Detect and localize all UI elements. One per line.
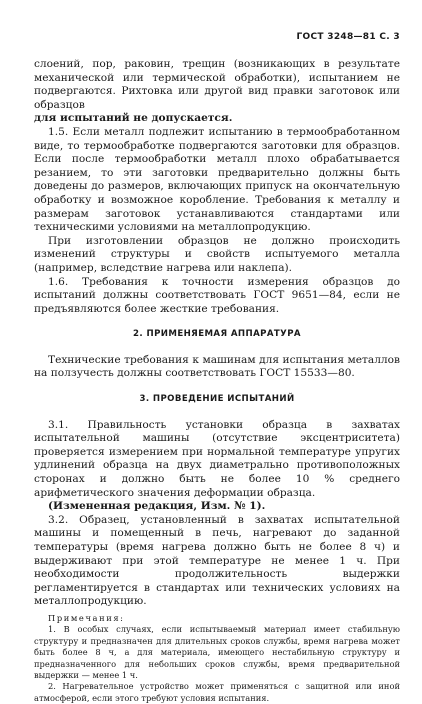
body-text [34,58,400,704]
section-3-heading: 3. ПРОВЕДЕНИЕ ИСПЫТАНИЙ [139,394,295,405]
note-1: 1. В особых случаях, если испытываемый материал имеет стабильную структуру и предназначен для длительных сроков службы, время нагрева может быть более 8 ч, а для материала, имеющего нестабильную структуру и предназначенного для небольших сроков службы, время предварительной выдержки — менее 1 ч. [34,624,400,680]
note-2: 2. Нагревательное устройство может применяться с защитной или иной атмосферой, если этого требуют условия испытания. [34,681,400,703]
paragraph-1-5: 1.5. Если металл подлежит испытанию в термообработанном виде, то термообработке подвергаются заготовки для образцов. Если после термообработки металл плохо обрабатывается резанием, то эти заготовки предварительно должны быть доведены до размеров, включающих припуск на окончательную обработку и возможное коробление. Требования к металлу и размерам заготовок устанавливаются стандартами или техническими условиями на металлопродукцию. [34,125,400,234]
paragraph-3-2: 3.2. Образец, установленный в захватах испытательной машины и помещенный в печь, нагревают до заданной температуры (время нагрева должно быть не более 8 ч) и выдерживают при этой температуре не менее 1 ч. При необходимости продолжительность выдержки регламентируется в стандартах или технических условиях на металлопродукцию. [34,513,400,608]
edit-note: (Измененная редакция, Изм. № 1). [48,500,266,513]
section-2-heading: 2. ПРИМЕНЯЕМАЯ АППАРАТУРА [133,329,301,340]
notes-title: Примечания: [48,612,125,623]
paragraph-2: Технические требования к машинам для испытания металлов на ползучесть должны соответствовать ГОСТ 15533—80. [34,353,400,380]
paragraph-1-4-end: для испытаний не допускается. [34,112,233,125]
paragraph-1-6: 1.6. Требования к точности измерения образцов до испытаний должны соответствовать ГОСТ 9651—84, если не предъявляются более жесткие требования. [34,275,400,315]
page-header: ГОСТ 3248—81 С. 3 [296,32,400,42]
paragraph-1-5-b: При изготовлении образцов не должно происходить изменений структуры и свойств испытуемого металла (например, вследствие нагрева или наклепа). [34,234,400,274]
notes-block [34,613,400,704]
paragraph-1-4-cont: слоений, пор, раковин, трещин (возникающих в результате механической или термической обработки), испытанием не подвергаются. Рихтовка или другой вид правки заготовок или образцов [34,58,400,111]
paragraph-3-1: 3.1. Правильность установки образца в захватах испытательной машины (отсутствие эксцентриситета) проверяется измерением при нормальной температуре упругих удлинений образца на двух диаметрально противоположных сторонах и должно быть не более 10 % среднего арифметического значения деформации образца. [34,418,400,499]
